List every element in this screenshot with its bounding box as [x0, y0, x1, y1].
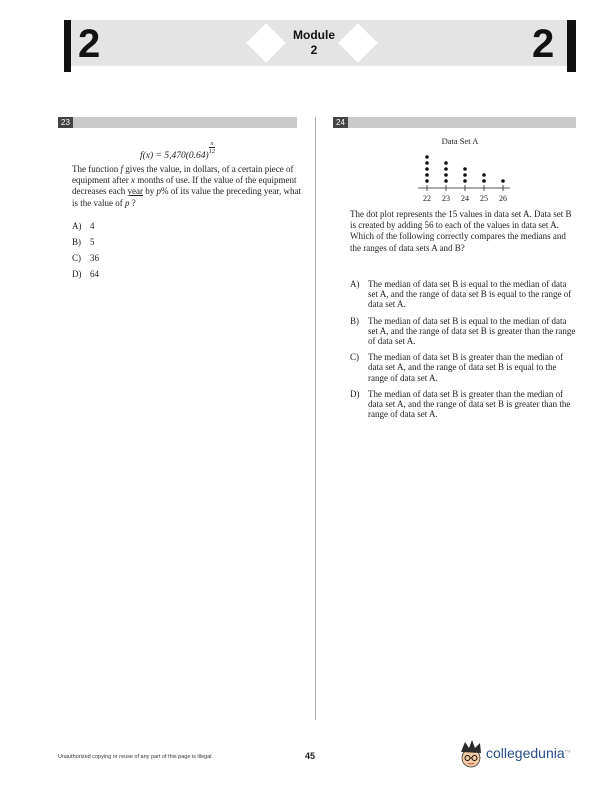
header-left-rule — [64, 20, 71, 72]
data-dot — [482, 179, 486, 183]
dot-plot-title: Data Set A — [441, 136, 479, 146]
data-dot — [463, 167, 467, 171]
copyright-notice: Unauthorized copying or reuse of any part of this page is illegal. — [58, 754, 214, 760]
tick-label: 25 — [480, 194, 488, 203]
q24-number: 24 — [333, 117, 348, 128]
tick-label: 26 — [499, 194, 507, 203]
tick-label: 23 — [442, 194, 450, 203]
tick-label: 24 — [461, 194, 469, 203]
data-dot — [425, 167, 429, 171]
q24-choice-a[interactable]: A) The median of data set B is equal to the median of data set A, and the range of data set B is equal to the range of data set A. — [350, 279, 572, 310]
data-dot — [444, 173, 448, 177]
header-right-rule — [567, 20, 576, 72]
q23-bar — [58, 117, 297, 128]
q23-choice-c[interactable]: C) 36 — [72, 253, 99, 263]
header-right-number: 2 — [532, 22, 555, 66]
data-dot — [463, 179, 467, 183]
module-label — [280, 28, 348, 58]
q23-choices — [72, 220, 99, 284]
tick-label: 22 — [423, 194, 431, 203]
q24-stem: The dot plot represents the 15 values in data set A. Data set B is created by adding 56 to each of the values in data set A. Which of the following correctly compares the medians and the ranges of data sets A and B? — [350, 209, 572, 253]
page-number: 45 — [305, 751, 316, 761]
q23-stem: The function f gives the value, in dollars, of a certain piece of equipment after x months of use. If the value of the equipment decreases each year by p% of its value the preceding year, what is the value of p ? — [72, 164, 302, 208]
data-dot — [425, 161, 429, 165]
formula-exponent — [209, 140, 216, 155]
data-dot — [444, 161, 448, 165]
column-divider — [315, 117, 316, 720]
q23-choice-d[interactable]: D) 64 — [72, 269, 99, 279]
q24-choice-d[interactable]: D) The median of data set B is greater than the median of data set A, and the range of data set B is greater than the range of data set A. — [350, 388, 571, 420]
q23-number: 23 — [58, 117, 73, 128]
formula-lhs: f(x) = 5,470(0.64) — [140, 151, 209, 161]
dot-plot — [410, 150, 520, 206]
q23-choice-b[interactable]: B) 5 — [72, 237, 95, 247]
exponent-denominator: 12 — [208, 148, 216, 155]
data-dot — [444, 179, 448, 183]
data-dot — [444, 167, 448, 171]
header-left-number: 2 — [78, 22, 101, 66]
q24-choices — [350, 279, 578, 425]
exponent-numerator: x — [210, 140, 214, 147]
data-dot — [482, 173, 486, 177]
module-title: Module — [293, 28, 335, 42]
logo-text: collegedunia™ — [486, 745, 571, 761]
module-number: 2 — [310, 43, 318, 57]
q24-choice-c[interactable]: C) The median of data set B is greater than the median of data set A, and the range of data set B is equal to the range of data set A. — [350, 352, 564, 383]
data-dot — [463, 173, 467, 177]
q24-choice-b[interactable]: B) The median of data set B is equal to the median of data set A, and the range of data set B is greater than the range of data set A. — [350, 315, 576, 347]
data-dot — [425, 179, 429, 183]
q24-bar — [333, 117, 576, 128]
data-dot — [425, 173, 429, 177]
q23-formula — [140, 140, 215, 161]
data-dot — [425, 155, 429, 159]
data-dot — [501, 179, 505, 183]
q23-choice-a[interactable]: A) 4 — [72, 221, 95, 231]
